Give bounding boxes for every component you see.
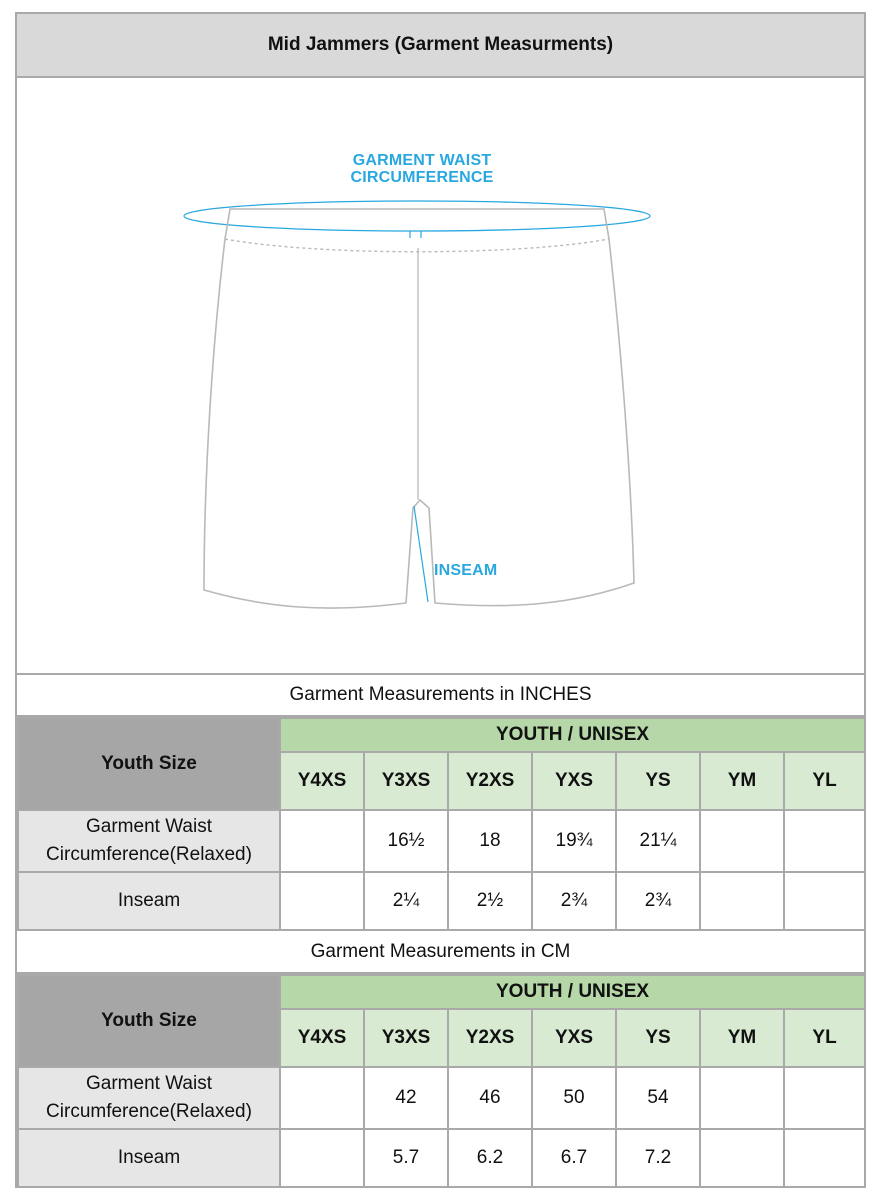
size-cell: YL: [784, 752, 865, 810]
value-cell: [280, 872, 364, 930]
cm-table: [17, 974, 866, 1188]
row-label: Garment Waist Circumference(Relaxed): [18, 1067, 280, 1129]
value-cell: [700, 872, 784, 930]
value-cell: 16½: [364, 810, 448, 872]
value-cell: [784, 1129, 865, 1187]
value-cell: [784, 872, 865, 930]
size-cell: YM: [700, 1009, 784, 1067]
size-cell: YL: [784, 1009, 865, 1067]
value-cell: 2½: [448, 872, 532, 930]
value-cell: 42: [364, 1067, 448, 1129]
value-cell: 7.2: [616, 1129, 700, 1187]
size-cell: YXS: [532, 752, 616, 810]
value-cell: 2¾: [532, 872, 616, 930]
inseam-measure-line: [414, 506, 428, 602]
waist-label: [337, 152, 507, 186]
value-cell: 54: [616, 1067, 700, 1129]
value-cell: [280, 1129, 364, 1187]
inches-section-title: Garment Measurements in INCHES: [17, 675, 864, 717]
value-cell: 6.7: [532, 1129, 616, 1187]
value-cell: [784, 810, 865, 872]
value-cell: 6.2: [448, 1129, 532, 1187]
measurement-sheet: [15, 12, 866, 1188]
size-cell: YS: [616, 1009, 700, 1067]
size-cell: Y3XS: [364, 1009, 448, 1067]
size-cell: YS: [616, 752, 700, 810]
garment-diagram: [17, 78, 864, 675]
cm-section-title: Garment Measurements in CM: [17, 932, 864, 974]
waistband-line: [225, 239, 609, 252]
size-cell: Y4XS: [280, 752, 364, 810]
table-row: [18, 810, 865, 872]
value-cell: [280, 810, 364, 872]
size-cell: Y4XS: [280, 1009, 364, 1067]
waist-ellipse: [184, 201, 650, 231]
inseam-label: INSEAM: [434, 562, 498, 579]
group-header: YOUTH / UNISEX: [280, 718, 865, 752]
value-cell: [784, 1067, 865, 1129]
size-header: Youth Size: [18, 975, 280, 1067]
value-cell: 50: [532, 1067, 616, 1129]
waist-label-line1: GARMENT WAIST: [352, 152, 492, 169]
size-cell: Y2XS: [448, 1009, 532, 1067]
table-row: [18, 1067, 865, 1129]
value-cell: 19¾: [532, 810, 616, 872]
size-cell: YXS: [532, 1009, 616, 1067]
table-row: [18, 872, 865, 930]
value-cell: [700, 810, 784, 872]
value-cell: 2¼: [364, 872, 448, 930]
value-cell: [700, 1067, 784, 1129]
group-header: YOUTH / UNISEX: [280, 975, 865, 1009]
page-title: Mid Jammers (Garment Measurments): [17, 14, 864, 78]
waist-label-line2: CIRCUMFERENCE: [350, 169, 494, 186]
row-label: Inseam: [18, 1129, 280, 1187]
value-cell: 46: [448, 1067, 532, 1129]
size-cell: Y3XS: [364, 752, 448, 810]
value-cell: [700, 1129, 784, 1187]
value-cell: 5.7: [364, 1129, 448, 1187]
size-cell: YM: [700, 752, 784, 810]
row-label: Inseam: [18, 872, 280, 930]
value-cell: 18: [448, 810, 532, 872]
value-cell: [280, 1067, 364, 1129]
value-cell: 21¼: [616, 810, 700, 872]
row-label: Garment Waist Circumference(Relaxed): [18, 810, 280, 872]
table-row: [18, 1129, 865, 1187]
value-cell: 2¾: [616, 872, 700, 930]
shorts-outline: [204, 209, 634, 608]
size-cell: Y2XS: [448, 752, 532, 810]
inches-table: [17, 717, 866, 931]
size-header: Youth Size: [18, 718, 280, 810]
